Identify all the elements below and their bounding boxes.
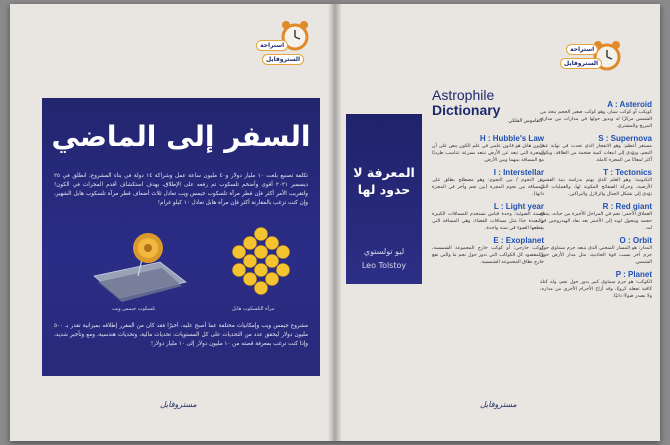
entry-term: P : Planet (615, 270, 652, 279)
quote-author-arabic: ليو تولستوي (363, 247, 405, 256)
entry-term: H : Hubble's Law (479, 134, 544, 143)
entry-term: T : Tectonics (603, 168, 652, 177)
magazine-spread (10, 4, 660, 441)
book-gutter (328, 4, 342, 441)
entry-definition: قانون هابل هو قانون علمي في علم الكون ينص على أن المجرة التي تبعد عن الأرض تبتعد بسرعة تتناسب طرديًا مع المسافة بينهما وبين الأرض. (432, 144, 544, 163)
right-badge-line1: استراحة (566, 44, 598, 55)
entry-definition: التكتونية: وهو العلم الذي يهتم بدراسة بنية القشرة الأرضية، وحركة الصفائح المكونة لها، والعمليات التي تؤدي إلى تشكل الجبال والزلازل والبراكين. (540, 178, 652, 197)
entry-definition: المدار: هو المسار المنحني الذي يتبعه جرم سماوي حول جرم آخر بسبب قوة الجاذبية، مثل مدار الأرض حول الشمس. (540, 246, 652, 265)
dictionary-entry (432, 134, 544, 164)
entry-term: A : Asteroid (607, 100, 652, 109)
entry-definition: مستعر أعظم: وهو الانفجار الذي تحدث في نهاية عمر النجم، ويؤدي إلى انبعاث كمية ضخمة من الطاقة، ويكون أكثر لمعانًا من المجرة كاملة. (540, 144, 652, 163)
dictionary-subtitle: القاموس الفلكي (508, 118, 542, 124)
right-badge-line2: الستروفايل (560, 58, 602, 69)
feature-bottom-text: مشروع جيمس ويب وإمكانيات مختلفة عما أصبح عليه، أخيرًا فقد كان من المقرر إطلاقه بميزانية تقدر بـ ٥٠٠ مليون دولار ليحقق عدد من التحديات على كل المستويات، تحديات مالية، وتحديات هندسية، ومع وتأخير شديد، وإذا كنت ترغب بمعرفة قصته من ١٠ مليون دولار إلى ١٠ مليار دولار! (54, 323, 308, 347)
dictionary-entry (432, 168, 544, 198)
dictionary-entry (540, 168, 652, 198)
left-badge-line2: الستروفايل (262, 54, 304, 65)
entry-definition: كوكب خارجي: أو كوكب خارج المجموعة الشمسية، والمقصود كل الكواكب التي تدور حول نجم ما والتي تقع خارج نطاق المجموعة الشمسية. (432, 246, 544, 265)
telescope-caption: تلسكوب جيمس ويب (112, 306, 156, 312)
entry-definition: الكوكب: هو جرم سماوي كبير يدور حول نجم، وله كتلة كافية تجعله كرويًا، وقد أزاح الأجرام الأخرى من مداره، ولا يصدر ضوءًا ذاتيًا. (540, 280, 652, 299)
telescope-illustration (90, 226, 190, 304)
mirror-caption: مرآة التلسكوب هابل (232, 306, 275, 312)
dictionary-entry (540, 236, 652, 266)
dictionary-entry (540, 100, 652, 130)
entry-term: R : Red giant (602, 202, 652, 211)
entry-definition: السنة الضوئية: وحدة قياس تستخدم للمسافات الكبيرة والبعيدة جدًا مثل مسافات الفضاء، وهي المسافة التي يقطعها الضوء في سنة واحدة. (432, 212, 544, 231)
dictionary-entry (432, 202, 544, 232)
quote-panel (346, 114, 422, 284)
entry-definition: بين النجوم / بين النجوم: وهو مصطلح يطلق على المسافة بين نجوم المجرة (بين نجم وآخر في المجرة ذاتها). (432, 178, 544, 197)
quote-author-english: Leo Tolstoy (361, 261, 407, 270)
dictionary-entry (540, 202, 652, 232)
dictionary-column-right (540, 100, 652, 304)
entry-term: O : Orbit (619, 236, 652, 245)
left-footer-logo: مستروفايل (160, 400, 197, 409)
dictionary-entry (432, 236, 544, 266)
dictionary-entry (540, 134, 652, 164)
dictionary-title-line2: Dictionary (432, 102, 501, 118)
entry-term: E : Exoplanet (493, 236, 544, 245)
dictionary-entry (540, 270, 652, 300)
right-footer-logo: مستروفايل (480, 400, 517, 409)
entry-term: L : Light year (493, 202, 544, 211)
dictionary-title-line1: Astrophile (432, 87, 495, 103)
feature-title: السفر إلى الماضي (51, 120, 311, 153)
entry-term: S : Supernova (598, 134, 652, 143)
left-feature-panel (42, 98, 320, 376)
entry-definition: العملاق الأحمر: نجم في المراحل الأخيرة من حياته، ينتفخ حجمه ويتحول لونه إلى الأحمر بعد نفاد الهيدروجين في لبه. (540, 212, 652, 231)
quote-text: المعرفة لا حدود لها (353, 165, 415, 197)
entry-definition: كويكب أو كوكب سيار، وهو كوكب صغير الحجم يتخذ من الشمس مركزًا له ويدور حولها في مدارات بين مداري المريخ والمشتري. (540, 110, 652, 129)
dictionary-column-middle (432, 134, 544, 270)
mirror-illustration (228, 224, 294, 298)
feature-intro-text: تكلفة تصنيع بلغت ١٠ مليار دولار و٤٠ مليون ساعة عمل وشراكة ١٤ دولة في بناء المشروع، انطلق في ٢٥ ديسمبر ٢٠٢١ أقوى وأضخم تلسكوب تم رفعه على الإطلاق، بهدف استكشاف أقدم المجرات في الكون! ولتقريب الأمر أكثر فإن قطر مرآة تلسكوب جيمس ويب تعادل ثلاث أضعاف قطر مرآة تلسكوب هابل الشهير، وإن كنت ترغب بالمقارنة أكثر فإن مرآة هابل تعادل ١٠ كيلو غرام! (54, 173, 308, 206)
entry-term: I : Interstellar (493, 168, 544, 177)
left-badge-line1: استراحة (256, 40, 288, 51)
dictionary-heading (432, 88, 542, 124)
